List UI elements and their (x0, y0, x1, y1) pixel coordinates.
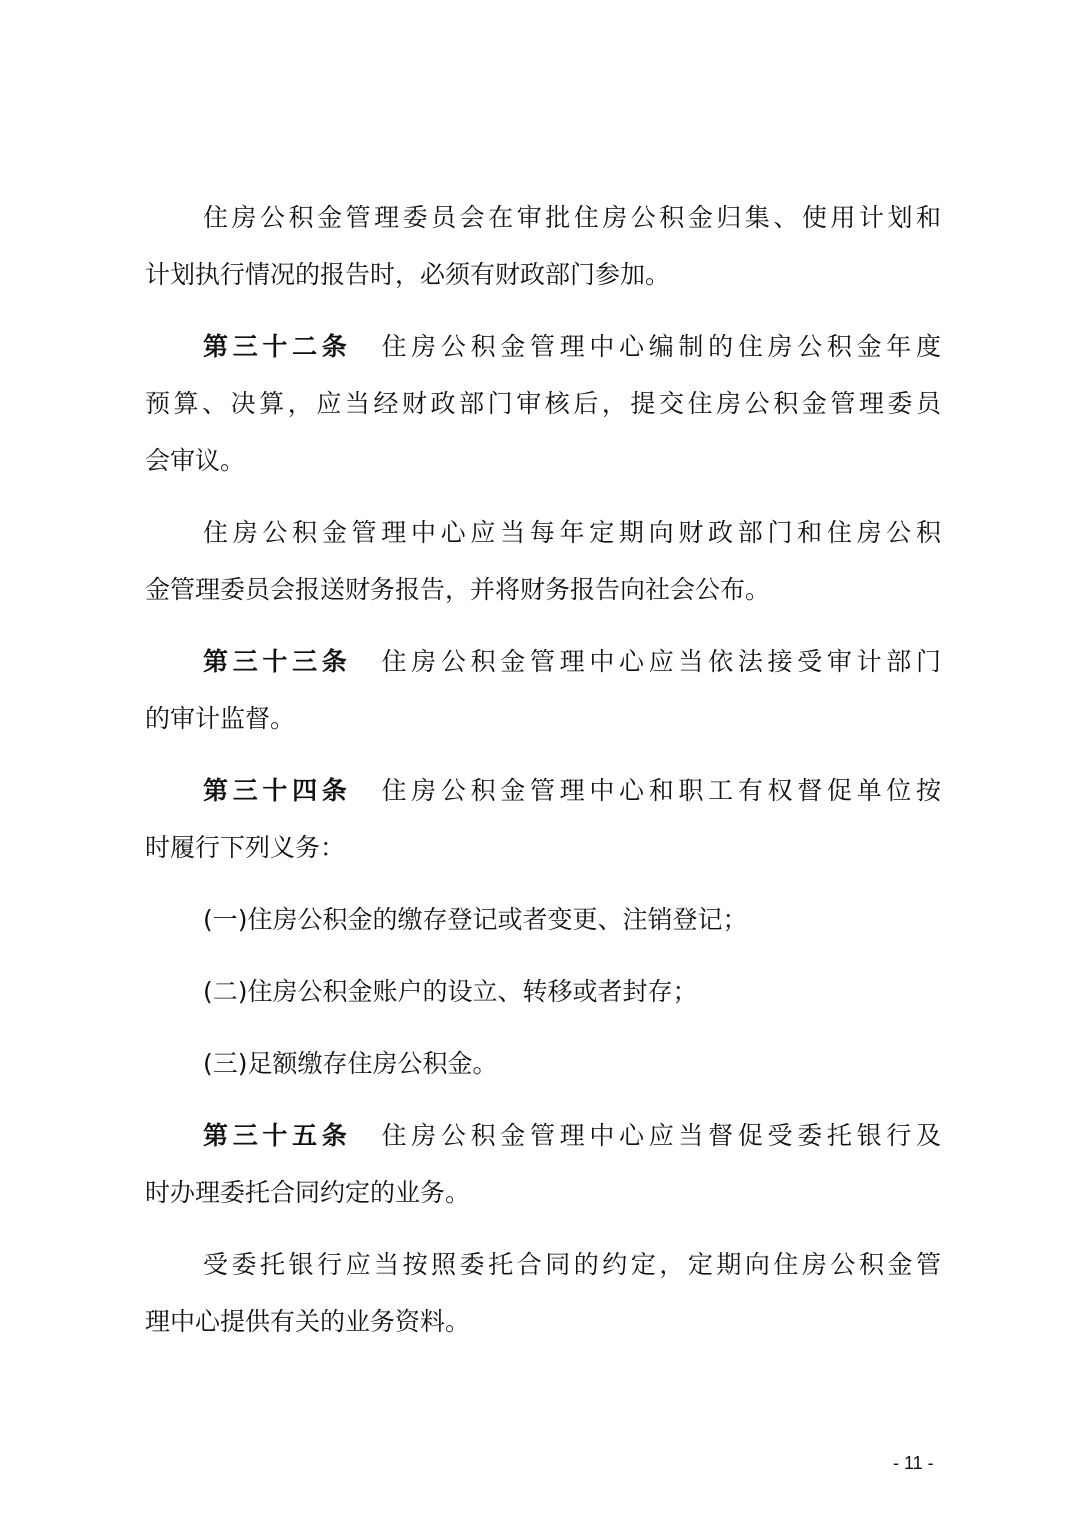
paragraph (145, 1236, 941, 1350)
text-line (145, 1107, 941, 1164)
line-text: 住房公积金管理委员会在审批住房公积金归集、使用计划和 (203, 203, 941, 232)
article-number: 第三十二条 (203, 332, 352, 361)
text-line (145, 762, 941, 819)
line-text: 住房公积金管理中心应当督促受委托银行及 (381, 1121, 941, 1150)
paragraph (145, 891, 941, 948)
article-paragraph (145, 318, 941, 489)
line-text: 受委托银行应当按照委托合同的约定，定期向住房公积金管 (203, 1250, 941, 1279)
text-line (145, 504, 941, 561)
text-line (145, 963, 941, 1020)
line-text: 的审计监督。 (145, 704, 296, 733)
text-line (145, 318, 941, 375)
text-line (145, 1236, 941, 1293)
paragraph (145, 1035, 941, 1092)
text-line (145, 819, 941, 876)
text-line (145, 561, 941, 618)
document-body (145, 189, 941, 1365)
line-text: 时办理委托合同约定的业务。 (145, 1178, 471, 1207)
line-text: 住房公积金管理中心应当每年定期向财政部门和住房公积 (203, 518, 941, 547)
article-number: 第三十三条 (203, 647, 352, 676)
line-text: 住房公积金管理中心编制的住房公积金年度 (381, 332, 941, 361)
article-number: 第三十四条 (203, 776, 352, 805)
line-text: 会审议。 (145, 446, 246, 475)
line-text: 时履行下列义务： (145, 833, 346, 862)
text-line (145, 1035, 941, 1092)
line-text: (三)足额缴存住房公积金。 (203, 1049, 498, 1078)
line-text: 理中心提供有关的业务资料。 (145, 1307, 471, 1336)
article-paragraph (145, 1107, 941, 1221)
line-text: (一)住房公积金的缴存登记或者变更、注销登记； (203, 905, 748, 934)
paragraph (145, 189, 941, 303)
text-line (145, 432, 941, 489)
text-line (145, 633, 941, 690)
text-line (145, 1164, 941, 1221)
line-text: 金管理委员会报送财务报告，并将财务报告向社会公布。 (145, 575, 771, 604)
line-text: 预算、决算，应当经财政部门审核后，提交住房公积金管理委员 (145, 389, 941, 418)
page-number: - 11 - (893, 1453, 934, 1473)
text-line (145, 891, 941, 948)
paragraph (145, 504, 941, 618)
paragraph (145, 963, 941, 1020)
text-line (145, 1293, 941, 1350)
article-number: 第三十五条 (203, 1121, 352, 1150)
text-line (145, 246, 941, 303)
article-paragraph (145, 633, 941, 747)
text-line (145, 690, 941, 747)
text-line (145, 375, 941, 432)
line-text: 住房公积金管理中心和职工有权督促单位按 (381, 776, 941, 805)
text-line (145, 189, 941, 246)
article-paragraph (145, 762, 941, 876)
line-text: 住房公积金管理中心应当依法接受审计部门 (381, 647, 941, 676)
line-text: (二)住房公积金账户的设立、转移或者封存； (203, 977, 698, 1006)
line-text: 计划执行情况的报告时，必须有财政部门参加。 (145, 260, 671, 289)
